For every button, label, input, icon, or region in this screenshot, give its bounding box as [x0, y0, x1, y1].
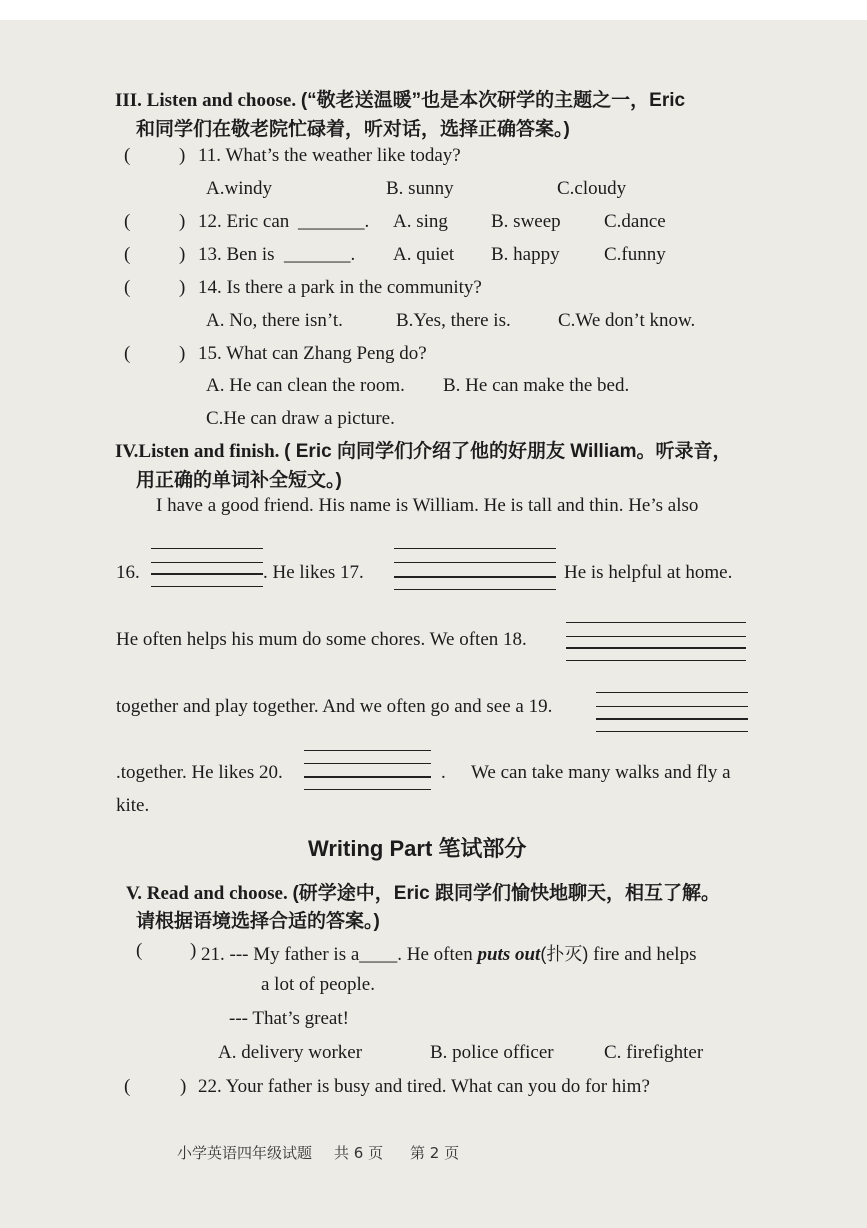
question-21-line-1 — [201, 940, 696, 966]
question-14-option-c: C.We don’t know. — [558, 310, 696, 331]
blank-19-writing-line — [596, 718, 748, 720]
passage-line-1: I have a good friend. His name is William. He is tall and thin. He’s also — [156, 495, 699, 516]
blank-16-guide-mid — [151, 562, 263, 563]
footer-total-pages: 共 6 页 — [334, 1144, 384, 1162]
question-14-stem: 14. Is there a park in the community? — [198, 277, 482, 298]
question-13-option-a: A. quiet — [393, 244, 455, 265]
section-4-title: IV.Listen and finish. — [115, 441, 280, 462]
blank-18-guide-mid — [566, 636, 746, 637]
section-3-instruction-1: (“敬老送温暖”也是本次研学的主题之一，Eric — [300, 90, 686, 111]
question-12-stem: 12. Eric can — [198, 211, 290, 232]
answer-paren-open: ( — [124, 1076, 131, 1097]
question-11-option-a: A.windy — [206, 178, 272, 199]
question-21-stem-start: 21. --- My father is a — [201, 944, 360, 965]
passage-line-5-end: We can take many walks and fly a — [471, 762, 731, 783]
blank-17-guide-top — [394, 548, 556, 549]
question-15-option-c: C.He can draw a picture. — [206, 408, 395, 429]
section-4-instruction-1: ( Eric 向同学们介绍了他的好朋友 William。听录音， — [284, 441, 732, 462]
answer-paren-close: ) — [180, 1076, 187, 1097]
passage-line-4: together and play together. And we often go and see a 19. — [116, 696, 553, 717]
answer-paren-close: ) — [179, 211, 186, 232]
footer-page-number: 第 2 页 — [410, 1144, 460, 1162]
section-5-instruction-1: (研学途中，Eric 跟同学们愉快地聊天，相互了解。 — [292, 883, 720, 904]
question-21-option-a: A. delivery worker — [218, 1042, 363, 1063]
blank-19-guide-top — [596, 692, 748, 693]
passage-line-2-end: He is helpful at home. — [564, 562, 733, 583]
passage-line-3: He often helps his mum do some chores. We often 18. — [116, 629, 527, 650]
blank-17-guide-bottom — [394, 589, 556, 590]
answer-paren-open: ( — [124, 277, 131, 298]
answer-paren-open: ( — [124, 244, 131, 265]
writing-part-title: Writing Part 笔试部分 — [308, 836, 527, 861]
question-21-response: --- That’s great! — [229, 1008, 349, 1029]
passage-line-2-middle: . He likes 17. — [263, 562, 364, 583]
answer-paren-open: ( — [124, 211, 131, 232]
question-12-option-a: A. sing — [393, 211, 448, 232]
blank-18-guide-top — [566, 622, 746, 623]
answer-paren-open: ( — [136, 940, 143, 961]
blank-16-guide-top — [151, 548, 263, 549]
blank-17-writing-line — [394, 576, 556, 578]
blank-16-number: 16. — [116, 562, 140, 583]
answer-paren-open: ( — [124, 343, 131, 364]
question-21-option-c: C. firefighter — [604, 1042, 704, 1063]
question-21-stem-end: fire and helps — [593, 944, 697, 965]
passage-line-5-period: . — [441, 762, 446, 783]
passage-line-5-start: .together. He likes 20. — [116, 762, 283, 783]
question-13-stem: 13. Ben is — [198, 244, 275, 265]
section-5-title-line1 — [126, 878, 720, 905]
question-21-option-b: B. police officer — [430, 1042, 554, 1063]
answer-paren-close: ) — [190, 940, 197, 961]
section-3-title-line1 — [115, 85, 685, 112]
blank-19-guide-mid — [596, 706, 748, 707]
answer-paren-close: ) — [179, 343, 186, 364]
blank-20-guide-top — [304, 750, 431, 751]
answer-paren-close: ) — [179, 277, 186, 298]
question-13-blank: _______. — [284, 244, 356, 265]
section-3-instruction-2: 和同学们在敬老院忙碌着，听对话，选择正确答案。) — [136, 119, 570, 140]
section-3-title: III. Listen and choose. — [115, 90, 297, 111]
question-12-blank: _______. — [298, 211, 370, 232]
answer-paren-open: ( — [124, 145, 131, 166]
blank-17-guide-mid — [394, 562, 556, 563]
section-5-instruction-2: 请根据语境选择合适的答案。) — [136, 911, 380, 932]
blank-20-guide-bottom — [304, 789, 431, 790]
question-13-option-c: C.funny — [604, 244, 666, 265]
blank-16-writing-line — [151, 573, 263, 575]
section-4-instruction-2: 用正确的单词补全短文。) — [136, 470, 342, 491]
blank-16-guide-bottom — [151, 586, 263, 587]
blank-20-guide-mid — [304, 763, 431, 764]
blank-18-guide-bottom — [566, 660, 746, 661]
question-11-option-c: C.cloudy — [557, 178, 627, 199]
question-21-emphasis: puts out — [477, 944, 541, 965]
blank-20-writing-line — [304, 776, 431, 778]
question-21-line-2: a lot of people. — [261, 974, 375, 995]
section-5-title: V. Read and choose. — [126, 883, 288, 904]
question-12-option-c: C.dance — [604, 211, 666, 232]
blank-18-writing-line — [566, 647, 746, 649]
question-14-option-b: B.Yes, there is. — [396, 310, 511, 331]
question-11-option-b: B. sunny — [386, 178, 454, 199]
question-22-stem: 22. Your father is busy and tired. What can you do for him? — [198, 1076, 650, 1097]
answer-paren-close: ) — [179, 145, 186, 166]
blank-19-guide-bottom — [596, 731, 748, 732]
question-21-gloss: (扑灭) — [540, 944, 589, 964]
question-11-stem: 11. What’s the weather like today? — [198, 145, 461, 166]
section-4-title-line1 — [115, 436, 732, 463]
question-15-option-a: A. He can clean the room. — [206, 375, 405, 396]
question-13-option-b: B. happy — [491, 244, 560, 265]
question-15-stem: 15. What can Zhang Peng do? — [198, 343, 427, 364]
question-14-option-a: A. No, there isn’t. — [206, 310, 343, 331]
passage-line-6: kite. — [116, 795, 150, 816]
question-21-blank: ____ — [359, 944, 398, 965]
question-15-option-b: B. He can make the bed. — [443, 375, 630, 396]
question-12-option-b: B. sweep — [491, 211, 561, 232]
question-21-stem-middle: . He often — [397, 944, 473, 965]
answer-paren-close: ) — [179, 244, 186, 265]
footer-subject: 小学英语四年级试题 — [177, 1144, 313, 1162]
top-margin — [0, 0, 867, 20]
